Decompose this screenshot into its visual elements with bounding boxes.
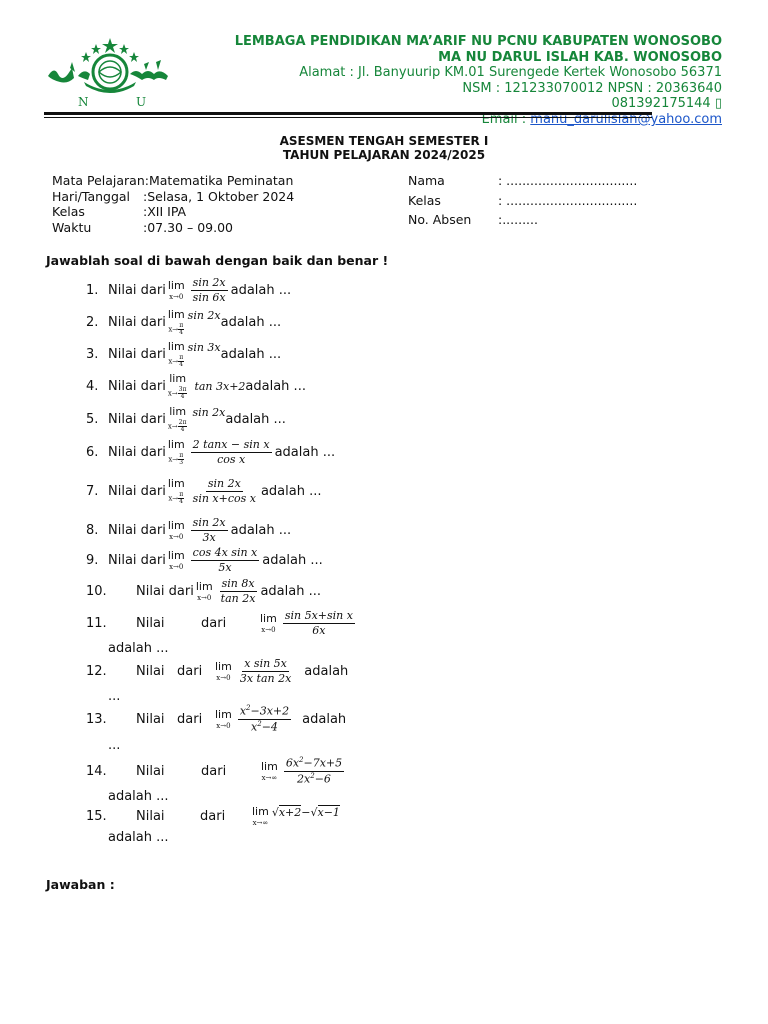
fraction: $\frac{\sin 2x}{\text{sin x+cos x}}$ bbox=[192, 477, 256, 506]
student-class-field[interactable]: : ................................. bbox=[498, 192, 638, 208]
question-word: dari bbox=[177, 664, 203, 680]
school-logo bbox=[44, 36, 176, 112]
fraction: $\frac{\text{sin 5x+sin x}}{6x}$ bbox=[284, 609, 353, 638]
student-key: Nama bbox=[408, 173, 445, 188]
student-info bbox=[408, 173, 637, 232]
question-2 bbox=[86, 309, 281, 336]
question-tail: adalah ... bbox=[220, 315, 282, 330]
info-row-date bbox=[52, 189, 294, 205]
school-phone: 081392175144 ▯ bbox=[611, 96, 722, 112]
math-expression bbox=[166, 406, 226, 433]
question-9 bbox=[86, 547, 323, 574]
instruction: Jawablah soal di bawah dengan baik dan benar ! bbox=[46, 253, 389, 268]
info-key: Mata Pelajaran bbox=[52, 173, 145, 188]
info-value: XII IPA bbox=[147, 204, 187, 220]
math-expression bbox=[166, 309, 221, 336]
limit-operator: lim x→0 bbox=[195, 580, 213, 603]
question-number: 9. bbox=[86, 553, 99, 569]
institution-name: LEMBAGA PENDIDIKAN MA’ARIF NU PCNU KABUPATEN WONOSOBO bbox=[234, 34, 722, 49]
question-14-tail: adalah ... bbox=[108, 789, 169, 804]
question-word: dari bbox=[201, 763, 227, 779]
math-expression bbox=[166, 373, 246, 400]
math-body: sin 2x bbox=[187, 309, 221, 322]
question-number: 4. bbox=[86, 379, 99, 394]
exam-title-line1: ASESMEN TENGAH SEMESTER I bbox=[279, 134, 489, 148]
email-label: Email : bbox=[481, 111, 531, 127]
student-key: Kelas bbox=[408, 192, 441, 208]
question-number: 10. bbox=[86, 584, 107, 600]
info-row-subject bbox=[52, 173, 294, 189]
info-key: Kelas bbox=[52, 204, 85, 220]
question-text: Nilai dari bbox=[108, 523, 166, 539]
math-expression bbox=[194, 578, 261, 605]
fraction: $\frac{\sin 2x}{\sin 6x}$ bbox=[192, 276, 226, 305]
limit-operator: lim x→0 bbox=[260, 612, 277, 635]
question-number: 1. bbox=[86, 283, 99, 299]
student-name-field[interactable]: : ................................. bbox=[498, 173, 638, 188]
question-text: Nilai dari bbox=[108, 379, 166, 394]
limit-operator: lim x→∞ bbox=[261, 759, 278, 782]
question-word: dari bbox=[200, 809, 226, 824]
exam-title bbox=[0, 135, 768, 162]
question-text: Nilai dari bbox=[136, 584, 194, 600]
question-number: 12. bbox=[86, 664, 107, 680]
info-sep: : bbox=[143, 204, 148, 220]
question-4 bbox=[86, 373, 306, 400]
question-8 bbox=[86, 517, 291, 544]
math-body: sin 3x bbox=[187, 341, 221, 354]
limit-operator: lim x→0 bbox=[167, 519, 185, 542]
school-registration: NSM : 121233070012 NPSN : 20363640 bbox=[462, 80, 722, 96]
question-tail: adalah ... bbox=[230, 283, 292, 299]
math-expression bbox=[166, 517, 231, 544]
logo-letter-u: U bbox=[136, 95, 147, 109]
question-number: 6. bbox=[86, 445, 99, 461]
question-text: Nilai dari bbox=[108, 283, 166, 299]
header-divider-thick bbox=[44, 112, 652, 115]
question-text: Nilai dari bbox=[108, 347, 166, 362]
math-expression bbox=[259, 757, 347, 786]
question-tail: adalah ... bbox=[274, 445, 336, 461]
question-tail: adalah ... bbox=[225, 412, 286, 427]
question-text: Nilai dari bbox=[108, 315, 166, 330]
question-14 bbox=[86, 757, 347, 786]
limit-operator: lim x→ $\frac{\pi}{4}$ bbox=[167, 340, 185, 368]
info-row-class bbox=[52, 204, 294, 220]
question-number: 3. bbox=[86, 347, 99, 362]
info-sep: : bbox=[143, 188, 148, 204]
question-13-tail: ... bbox=[108, 738, 121, 753]
answer-label: Jawaban : bbox=[46, 877, 115, 892]
limit-operator: lim x→∞ bbox=[252, 805, 269, 827]
math-expression bbox=[166, 439, 275, 466]
exam-title-line2: TAHUN PELAJARAN 2024/2025 bbox=[282, 147, 486, 162]
math-expression bbox=[250, 806, 340, 827]
question-word: Nilai bbox=[136, 664, 165, 680]
fraction: $\frac{x^2-3x+2}{x^2-4}$ bbox=[239, 704, 290, 734]
question-word: Nilai bbox=[136, 711, 165, 727]
limit-operator: lim x→ $\frac{\pi}{4}$ bbox=[167, 308, 185, 336]
question-13 bbox=[86, 705, 346, 734]
info-value: Matematika Peminatan bbox=[148, 173, 294, 188]
info-value: 07.30 – 09.00 bbox=[147, 219, 233, 235]
limit-operator: lim x→0 bbox=[215, 660, 232, 683]
student-key: No. Absen bbox=[408, 212, 472, 227]
math-expression bbox=[166, 341, 221, 368]
question-number: 11. bbox=[86, 616, 107, 632]
math-expression bbox=[166, 478, 261, 505]
math-body: tan 3x+2 bbox=[194, 380, 246, 393]
limit-operator: lim x→0 bbox=[167, 279, 185, 302]
question-number: 2. bbox=[86, 315, 99, 330]
logo-letter-n: N bbox=[78, 95, 89, 109]
question-1 bbox=[86, 277, 291, 304]
question-12 bbox=[86, 658, 348, 685]
math-expression bbox=[166, 277, 231, 304]
question-12-tail: ... bbox=[108, 689, 121, 704]
math-body: √x+2−√x−1 bbox=[271, 806, 340, 819]
info-sep: : bbox=[143, 219, 148, 235]
question-word: dari bbox=[177, 711, 203, 727]
student-row-absen bbox=[408, 212, 637, 232]
fraction: $\frac{\sin 2x}{3x}$ bbox=[192, 516, 226, 545]
info-value: Selasa, 1 Oktober 2024 bbox=[147, 188, 295, 204]
question-number: 14. bbox=[86, 763, 107, 779]
question-word: Nilai bbox=[136, 809, 165, 824]
math-body: sin 2x bbox=[192, 406, 226, 419]
question-tail: adalah ... bbox=[245, 379, 306, 394]
question-5 bbox=[86, 406, 286, 433]
question-word: Nilai bbox=[136, 763, 165, 779]
question-7 bbox=[86, 478, 322, 505]
question-15 bbox=[86, 806, 340, 827]
exam-info bbox=[52, 173, 294, 235]
student-absen-field[interactable]: :......... bbox=[498, 212, 538, 227]
math-expression bbox=[213, 705, 294, 734]
fraction: $\frac{6x^2-7x+5}{2x^2-6}$ bbox=[285, 756, 343, 786]
header-divider-thin bbox=[44, 117, 652, 118]
limit-operator: lim x→ $\frac{\pi}{4}$ bbox=[167, 477, 185, 506]
question-text: Nilai dari bbox=[108, 484, 166, 500]
question-word: Nilai bbox=[136, 616, 165, 632]
info-sep: : bbox=[144, 173, 149, 188]
math-expression bbox=[258, 610, 358, 637]
school-name: MA NU DARUL ISLAH KAB. WONOSOBO bbox=[438, 49, 722, 65]
question-text: Nilai dari bbox=[108, 445, 166, 461]
limit-operator: lim x→ $\frac{2\pi}{4}$ bbox=[167, 405, 187, 433]
question-11-tail: adalah ... bbox=[108, 641, 169, 656]
limit-operator: lim x→0 bbox=[215, 707, 232, 730]
school-address: Alamat : Jl. Banyuurip KM.01 Surengede Kertek Wonosobo 56371 bbox=[299, 65, 722, 81]
question-tail: adalah bbox=[302, 711, 347, 727]
limit-operator: lim x→0 bbox=[167, 549, 185, 572]
student-row-class bbox=[408, 193, 637, 213]
fraction: $\frac{\text{x sin 5x}}{\text{3x tan 2x}}$ bbox=[239, 657, 292, 686]
question-number: 13. bbox=[86, 711, 107, 727]
question-tail: adalah ... bbox=[220, 347, 282, 362]
math-expression bbox=[213, 658, 296, 685]
question-number: 7. bbox=[86, 484, 99, 500]
question-word: dari bbox=[201, 616, 227, 632]
email-link[interactable]: manu_darulislah@yahoo.com bbox=[530, 111, 722, 127]
math-expression bbox=[166, 547, 262, 574]
question-10 bbox=[86, 578, 321, 605]
question-text: Nilai dari bbox=[108, 412, 166, 427]
question-tail: adalah ... bbox=[260, 484, 322, 500]
student-row-name bbox=[408, 173, 637, 193]
question-tail: adalah ... bbox=[230, 523, 292, 539]
question-number: 8. bbox=[86, 523, 99, 539]
info-key: Waktu bbox=[52, 219, 92, 235]
question-number: 15. bbox=[86, 809, 107, 824]
limit-operator: lim x→ $\frac{\pi}{3}$ bbox=[167, 438, 185, 467]
question-3 bbox=[86, 341, 281, 368]
info-key: Hari/Tanggal bbox=[52, 188, 131, 204]
question-11 bbox=[86, 610, 358, 637]
limit-operator: lim x→ $\frac{3\pi}{4}$ bbox=[167, 372, 187, 400]
question-15-tail: adalah ... bbox=[108, 830, 169, 845]
fraction: $\frac{\text{cos 4x sin x}}{5x}$ bbox=[192, 546, 258, 575]
fraction: $\frac{\text{2 tanx − sin x}}{\text{cos x}}$ bbox=[192, 438, 270, 467]
question-number: 5. bbox=[86, 412, 99, 427]
info-row-time bbox=[52, 220, 294, 236]
question-6 bbox=[86, 439, 335, 466]
question-tail: adalah ... bbox=[260, 584, 321, 600]
question-text: Nilai dari bbox=[108, 553, 166, 569]
question-tail: adalah bbox=[304, 664, 349, 680]
question-tail: adalah ... bbox=[262, 553, 323, 569]
fraction: $\frac{\sin 8x}{\tan 2x}$ bbox=[220, 577, 256, 606]
